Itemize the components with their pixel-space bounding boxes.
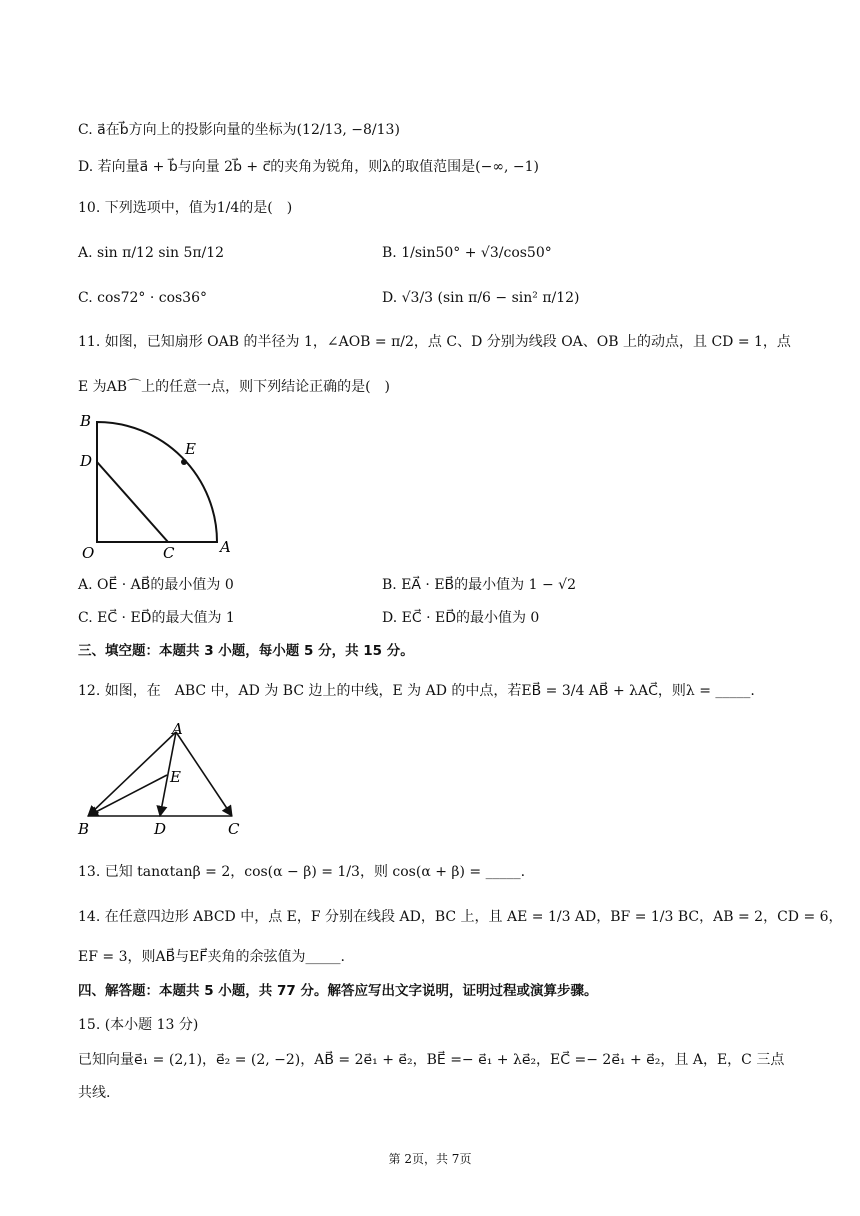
q15-header: 15. (本小题 13 分) xyxy=(78,1017,199,1033)
q10-option-c: C. cos72° · cos36° xyxy=(78,290,208,306)
fig11-label-d: D xyxy=(80,452,93,470)
fig12-label-c: C xyxy=(228,820,240,837)
fig12-label-b: B xyxy=(78,820,90,837)
triangle-figure xyxy=(74,722,254,837)
q10-option-b: B. 1/sin50° + √3/cos50° xyxy=(382,245,552,261)
q12-stem: 12. 如图，在 ABC 中，AD 为 BC 边上的中线，E 为 AD 的中点，若EB⃗ = 3/4 AB⃗ + λAC⃗，则λ = _____. xyxy=(78,683,755,699)
fig11-label-b: B xyxy=(80,412,92,430)
sector-figure xyxy=(78,410,248,560)
fig11-label-e: E xyxy=(185,440,196,458)
q14-stem-2: EF = 3，则AB⃗与EF⃗夹角的余弦值为_____. xyxy=(78,949,345,965)
section-4-heading: 四、解答题：本题共 5 小题，共 77 分。解答应写出文字说明，证明过程或演算步骤。 xyxy=(78,983,598,999)
q10-stem: 10. 下列选项中，值为1/4的是( ) xyxy=(78,200,293,216)
q11-option-d: D. EC⃗ · ED⃗的最小值为 0 xyxy=(382,610,540,626)
fig11-label-a: A xyxy=(220,538,231,556)
fig12-label-a: A xyxy=(172,722,183,738)
q15-stem-2: 共线. xyxy=(78,1085,111,1101)
q11-stem-1: 11. 如图，已知扇形 OAB 的半径为 1，∠AOB = π/2，点 C、D 分别为线段 OA、OB 上的动点，且 CD = 1，点 xyxy=(78,334,791,350)
q11-option-c: C. EC⃗ · ED⃗的最大值为 1 xyxy=(78,610,235,626)
q10-option-a: A. sin π/12 sin 5π/12 xyxy=(78,245,225,261)
q11-stem-2: E 为AB⌒上的任意一点，则下列结论正确的是( ) xyxy=(78,379,390,395)
q15-stem-1: 已知向量e⃗₁ = (2,1)，e⃗₂ = (2, −2)，AB⃗ = 2e⃗₁ + e⃗₂，BE⃗ =− e⃗₁ + λe⃗₂，EC⃗ =− 2e⃗₁ + e⃗₂，且 A，E，C 三点 xyxy=(78,1052,785,1068)
q11-option-a: A. OE⃗ · AB⃗的最小值为 0 xyxy=(78,577,234,593)
fig12-label-e: E xyxy=(170,768,181,786)
page-footer: 第 2页，共 7页 xyxy=(388,1152,472,1166)
fig11-label-o: O xyxy=(82,544,95,560)
q9-option-c: C. a⃗在b⃗方向上的投影向量的坐标为(12/13, −8/13) xyxy=(78,122,400,138)
fig11-label-c: C xyxy=(163,544,175,560)
q11-option-b: B. EA⃗ · EB⃗的最小值为 1 − √2 xyxy=(382,577,576,593)
section-3-heading: 三、填空题：本题共 3 小题，每小题 5 分，共 15 分。 xyxy=(78,643,414,659)
q13-stem: 13. 已知 tanαtanβ = 2，cos(α − β) = 1/3，则 cos(α + β) = _____. xyxy=(78,864,526,880)
q10-option-d: D. √3/3 (sin π/6 − sin² π/12) xyxy=(382,290,580,306)
q14-stem-1: 14. 在任意四边形 ABCD 中，点 E，F 分别在线段 AD，BC 上，且 AE = 1/3 AD，BF = 1/3 BC，AB = 2，CD = 6， xyxy=(78,909,843,925)
q9-option-d: D. 若向量a⃗ + b⃗与向量 2b⃗ + c⃗的夹角为锐角，则λ的取值范围是(−∞, −1) xyxy=(78,159,540,175)
fig12-label-d: D xyxy=(154,820,167,837)
